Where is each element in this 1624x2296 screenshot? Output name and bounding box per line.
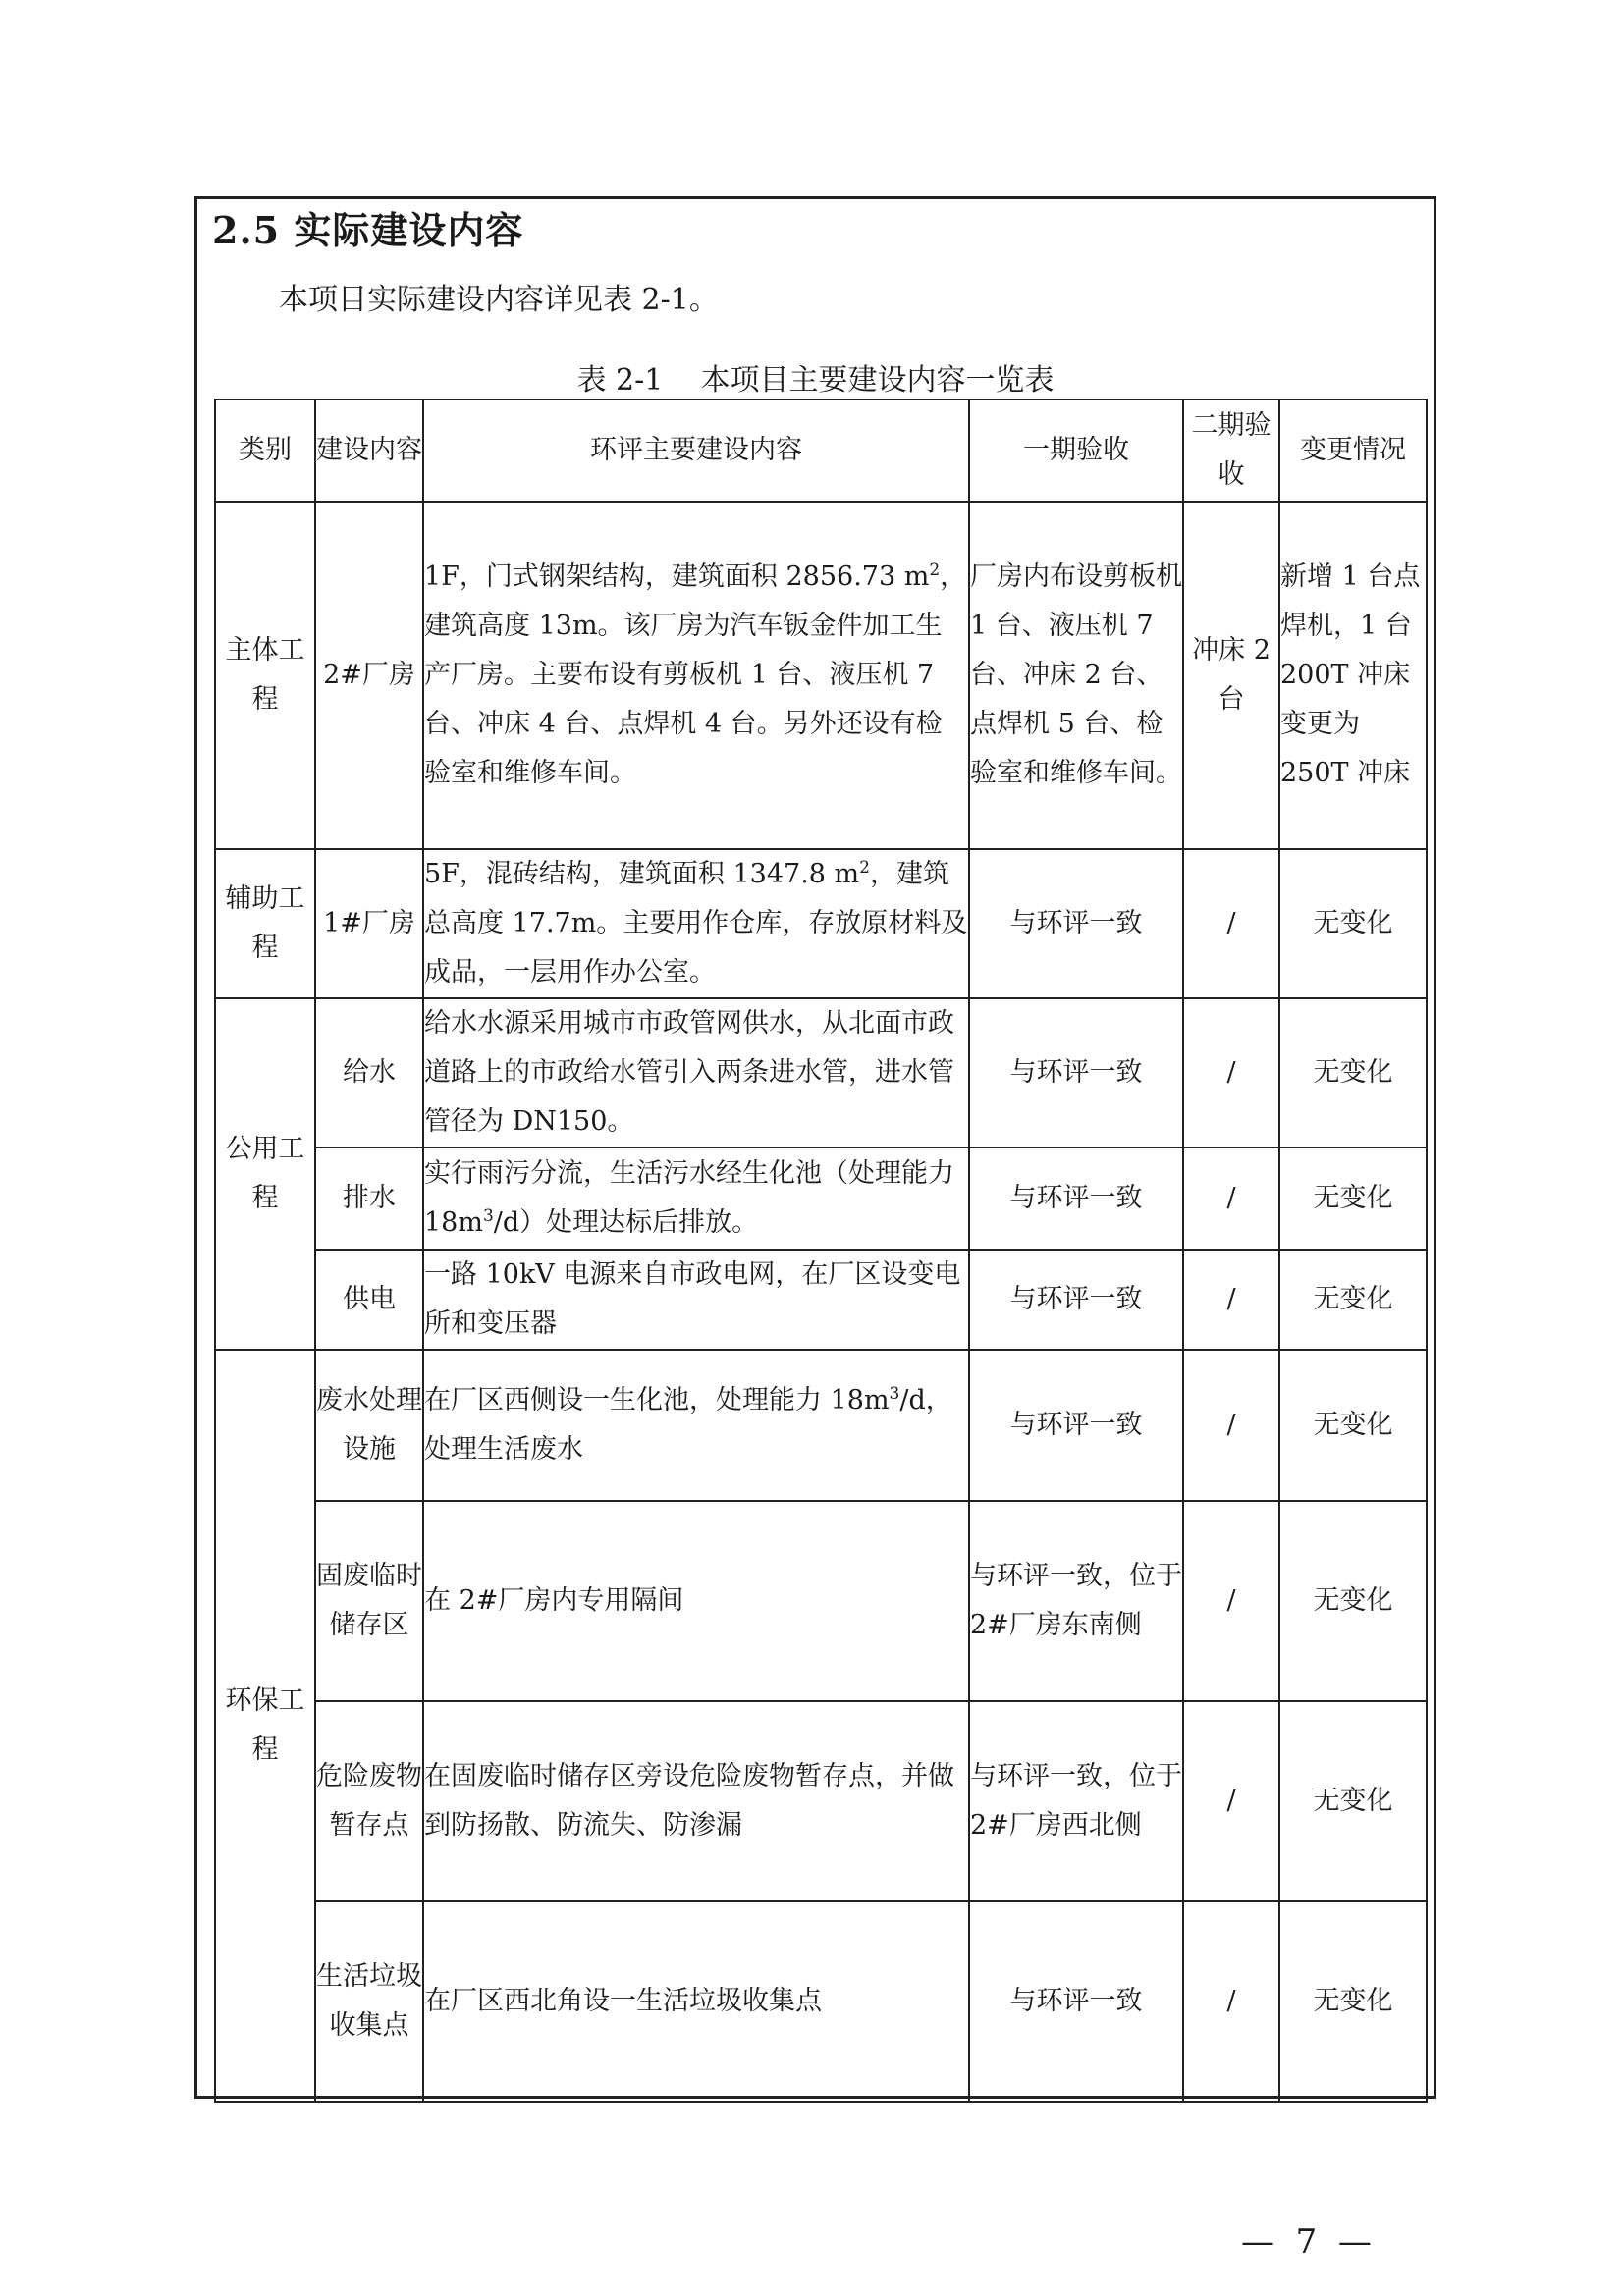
table-row xyxy=(215,1350,1427,1501)
row-item: 1#厂房 xyxy=(315,849,423,998)
table-row xyxy=(215,1501,1427,1701)
row-phase2: / xyxy=(1183,998,1279,1148)
table-row xyxy=(215,998,1427,1148)
row-item: 给水 xyxy=(315,998,423,1148)
row-phase2: 冲床 2 台 xyxy=(1183,502,1279,849)
row-eia: 在固废临时储存区旁设危险废物暂存点，并做到防扬散、防流失、防渗漏 xyxy=(423,1701,969,1901)
section-heading: 2.5 实际建设内容 xyxy=(212,208,524,252)
table-row xyxy=(215,502,1427,849)
row-phase1: 与环评一致 xyxy=(969,998,1183,1148)
row-phase1: 与环评一致，位于 2#厂房西北侧 xyxy=(969,1701,1183,1901)
row-phase2: / xyxy=(1183,1350,1279,1501)
row-eia: 一路 10kV 电源来自市政电网，在厂区设变电所和变压器 xyxy=(423,1250,969,1350)
row-phase2: / xyxy=(1183,1901,1279,2102)
table-caption: 表 2-1 本项目主要建设内容一览表 xyxy=(576,363,1055,398)
row-item: 废水处理设施 xyxy=(315,1350,423,1501)
row-phase1: 厂房内布设剪板机 1 台、液压机 7 台、冲床 2 台、点焊机 5 台、检验室和维修车间。 xyxy=(969,502,1183,849)
row-item: 排水 xyxy=(315,1148,423,1250)
row-phase2: / xyxy=(1183,1148,1279,1250)
header-item: 建设内容 xyxy=(315,400,423,502)
row-phase1: 与环评一致 xyxy=(969,1901,1183,2102)
page-number: — 7 — xyxy=(1241,2222,1372,2262)
row-phase1: 与环评一致 xyxy=(969,1350,1183,1501)
header-change: 变更情况 xyxy=(1279,400,1427,502)
row-phase1: 与环评一致 xyxy=(969,849,1183,998)
intro-paragraph: 本项目实际建设内容详见表 2-1。 xyxy=(279,283,719,317)
row-item: 2#厂房 xyxy=(315,502,423,849)
row-change: 新增 1 台点焊机，1 台 200T 冲床变更为 250T 冲床 xyxy=(1279,502,1427,849)
row-item: 危险废物暂存点 xyxy=(315,1701,423,1901)
row-change: 无变化 xyxy=(1279,1148,1427,1250)
table-row xyxy=(215,1148,1427,1250)
table-row xyxy=(215,1901,1427,2102)
row-eia: 1F，门式钢架结构，建筑面积 2856.73 $m^2$，建筑高度 13m。该厂房为汽车钣金件加工生产厂房。主要布设有剪板机 1 台、液压机 7 台、冲床 4 台、点焊机 4 台。另外还设有检验室和维修车间。 xyxy=(423,502,969,849)
row-eia: 在厂区西北角设一生活垃圾收集点 xyxy=(423,1901,969,2102)
row-phase1: 与环评一致 xyxy=(969,1250,1183,1350)
header-category: 类别 xyxy=(215,400,315,502)
row-phase2: / xyxy=(1183,849,1279,998)
row-change: 无变化 xyxy=(1279,849,1427,998)
construction-table xyxy=(214,399,1428,2103)
row-change: 无变化 xyxy=(1279,1350,1427,1501)
row-item: 生活垃圾收集点 xyxy=(315,1901,423,2102)
group-aux: 辅助工程 xyxy=(215,849,315,998)
header-eia: 环评主要建设内容 xyxy=(423,400,969,502)
group-public: 公用工程 xyxy=(215,998,315,1350)
table-row xyxy=(215,1701,1427,1901)
row-phase1: 与环评一致 xyxy=(969,1148,1183,1250)
row-eia: 在 2#厂房内专用隔间 xyxy=(423,1501,969,1701)
row-change: 无变化 xyxy=(1279,1701,1427,1901)
table-row xyxy=(215,849,1427,998)
table-row xyxy=(215,1250,1427,1350)
row-eia: 5F，混砖结构，建筑面积 1347.8 $m^2$，建筑总高度 17.7m。主要用作仓库，存放原材料及成品，一层用作办公室。 xyxy=(423,849,969,998)
row-phase1: 与环评一致，位于 2#厂房东南侧 xyxy=(969,1501,1183,1701)
header-phase1: 一期验收 xyxy=(969,400,1183,502)
row-phase2: / xyxy=(1183,1250,1279,1350)
row-change: 无变化 xyxy=(1279,1901,1427,2102)
row-eia: 给水水源采用城市市政管网供水，从北面市政道路上的市政给水管引入两条进水管，进水管管径为 DN150。 xyxy=(423,998,969,1148)
table-header-row xyxy=(215,400,1427,502)
row-item: 供电 xyxy=(315,1250,423,1350)
row-change: 无变化 xyxy=(1279,1501,1427,1701)
group-env: 环保工程 xyxy=(215,1350,315,2102)
group-main: 主体工程 xyxy=(215,502,315,849)
row-change: 无变化 xyxy=(1279,1250,1427,1350)
row-phase2: / xyxy=(1183,1501,1279,1701)
row-eia: 实行雨污分流，生活污水经生化池（处理能力 $18m^3/d$）处理达标后排放。 xyxy=(423,1148,969,1250)
row-eia: 在厂区西侧设一生化池，处理能力 $18m^3/d$，处理生活废水 xyxy=(423,1350,969,1501)
row-item: 固废临时储存区 xyxy=(315,1501,423,1701)
row-change: 无变化 xyxy=(1279,998,1427,1148)
row-phase2: / xyxy=(1183,1701,1279,1901)
header-phase2: 二期验收 xyxy=(1183,400,1279,502)
